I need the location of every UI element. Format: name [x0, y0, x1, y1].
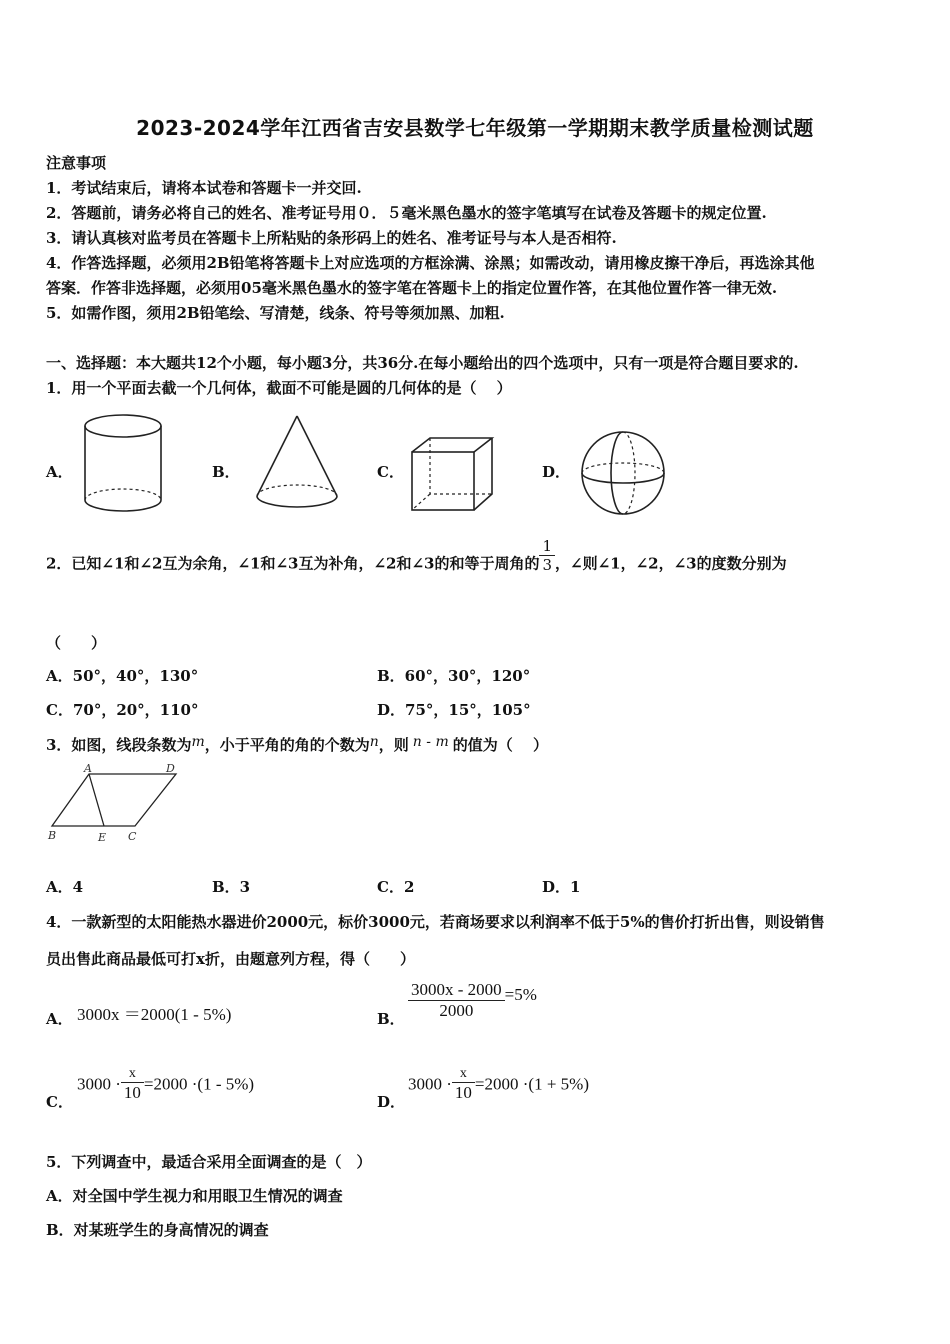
q4-option-d-label: D．	[377, 1093, 406, 1111]
q3-stem-c: ，则	[378, 736, 409, 754]
sphere-figure	[578, 428, 672, 522]
q4-d-fraction	[452, 1066, 475, 1103]
q4-d-num: x	[452, 1066, 475, 1083]
q5-option-a: A．对全国中学生视力和用眼卫生情况的调查	[46, 1187, 343, 1205]
q2-option-c: C．70°，20°，110°	[46, 701, 199, 719]
q4-b-fraction	[408, 980, 505, 1021]
question-4-stem-line1: 4．一款新型的太阳能热水器进价2000元，标价3000元，若商场要求以利润率不低于5%的售价打折出售，则设销售	[46, 913, 825, 931]
section-heading: 一、选择题：本大题共12个小题，每小题3分，共36分.在每小题给出的四个选项中，只有一项是符合题目要求的.	[46, 354, 799, 372]
question-3-stem	[46, 734, 548, 755]
q4-option-c-equation	[77, 1066, 254, 1103]
point-label-b: B	[48, 829, 57, 842]
notice-item: 1．考试结束后，请将本试卷和答题卡一并交回.	[46, 179, 362, 197]
q1-option-d-label: D．	[542, 463, 571, 481]
q3-stem-a: 3．如图，线段条数为	[46, 736, 192, 754]
q3-option-b: B．3	[212, 878, 251, 896]
q2-stem-b: ，∠则∠1，∠2，∠3的度数分别为	[555, 554, 787, 573]
notice-item: 答案．作答非选择题，必须用05毫米黑色墨水的签字笔在答题卡上的指定位置作答，在其他位置作答一律无效.	[46, 279, 778, 297]
q4-c-num: x	[121, 1066, 144, 1083]
q2-paren: （ ）	[46, 634, 107, 652]
q3-option-d: D．1	[542, 878, 581, 896]
q2-stem-a: 2．已知∠1和∠2互为余角，∠1和∠3互为补角，∠2和∠3的和等于周角的	[46, 554, 540, 573]
q4-b-rhs: =5%	[504, 984, 537, 1004]
q4-option-c-label: C．	[46, 1093, 73, 1111]
q1-option-c-label: C．	[377, 463, 404, 481]
cone-figure	[250, 412, 346, 516]
point-label-a: A	[84, 762, 92, 775]
question-4-stem-line2: 员出售此商品最低可打x折，由题意列方程，得（ ）	[46, 950, 415, 968]
q3-option-c: C．2	[377, 878, 415, 896]
question-1-stem: 1．用一个平面去截一个几何体，截面不可能是圆的几何体的是（ ）	[46, 379, 512, 397]
q2-option-b: B．60°，30°，120°	[377, 667, 531, 685]
q4-b-den: 2000	[439, 1001, 474, 1020]
q5-option-b: B．对某班学生的身高情况的调查	[46, 1221, 269, 1239]
q3-var-m: m	[191, 734, 205, 750]
q3-expr: n - m	[412, 734, 449, 750]
q2-option-a: A．50°，40°，130°	[46, 667, 199, 685]
q4-c-post: =2000 ·(1 - 5%)	[143, 1074, 255, 1094]
point-label-c: C	[128, 830, 137, 843]
q4-c-fraction	[121, 1066, 144, 1103]
q4-d-post: =2000 ·(1 + 5%)	[474, 1074, 589, 1094]
q2-option-d: D．75°，15°，105°	[377, 701, 531, 719]
notice-item: 2．答题前，请务必将自己的姓名、准考证号用０．５毫米黑色墨水的签字笔填写在试卷及答题卡的规定位置.	[46, 204, 767, 222]
cube-figure	[404, 430, 500, 516]
notice-item: 4．作答选择题，必须用2B铅笔将答题卡上对应选项的方框涂满、涂黑；如需改动，请用橡皮擦干净后，再选涂其他	[46, 254, 815, 272]
parallelogram-figure	[44, 762, 194, 848]
q4-option-d-equation	[408, 1066, 589, 1103]
q3-stem-d: 的值为（ ）	[452, 736, 548, 754]
q1-option-b-label: B．	[212, 463, 240, 481]
point-label-d: D	[166, 762, 175, 775]
q4-option-b-label: B．	[377, 1010, 405, 1028]
q3-var-n: n	[369, 734, 379, 750]
q3-stem-b: ，小于平角的角的个数为	[204, 736, 370, 754]
q4-d-den: 10	[454, 1083, 472, 1102]
q4-b-num: 3000x - 2000	[408, 980, 505, 1001]
q4-option-a-equation: 3000x ＝2000(1 - 5%)	[77, 1005, 232, 1024]
q2-fraction	[539, 537, 555, 574]
q4-d-pre: 3000 ·	[408, 1074, 452, 1094]
q2-frac-den: 3	[542, 556, 553, 574]
page-title: 2023-2024学年江西省吉安县数学七年级第一学期期末教学质量检测试题	[136, 116, 814, 140]
q2-frac-num: 1	[539, 537, 555, 556]
notice-heading: 注意事项	[46, 154, 107, 172]
q4-c-den: 10	[123, 1083, 141, 1102]
q3-option-a: A．4	[46, 878, 84, 896]
q4-c-pre: 3000 ·	[77, 1074, 121, 1094]
q4-option-b-equation	[408, 980, 537, 1021]
q4-option-a-label: A．	[46, 1010, 73, 1028]
q1-option-a-label: A．	[46, 463, 73, 481]
notice-item: 3．请认真核对监考员在答题卡上所粘贴的条形码上的姓名、准考证号与本人是否相符.	[46, 229, 617, 247]
notice-item: 5．如需作图，须用2B铅笔绘、写清楚，线条、符号等须加黑、加粗.	[46, 304, 505, 322]
question-2-stem	[46, 537, 787, 583]
cylinder-figure	[76, 412, 172, 516]
question-5-stem: 5．下列调查中，最适合采用全面调查的是（ ）	[46, 1153, 372, 1171]
point-label-e: E	[98, 831, 107, 844]
